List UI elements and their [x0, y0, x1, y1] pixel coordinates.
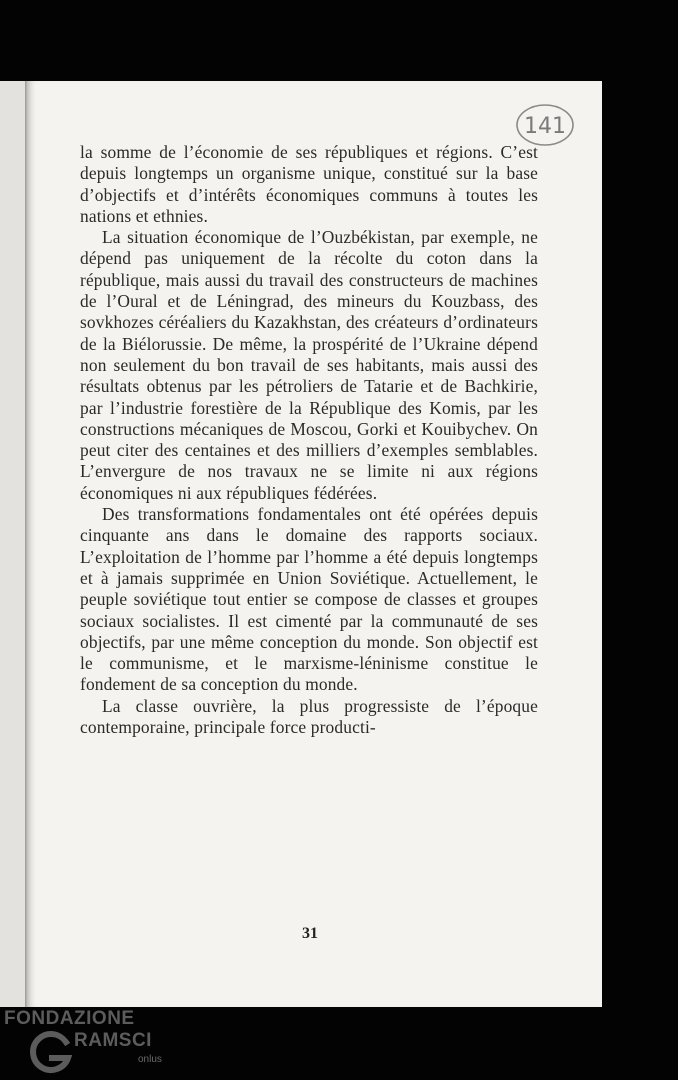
- handwritten-page-number: [514, 100, 576, 148]
- handwritten-mark-text: 141: [524, 114, 566, 139]
- body-text: [80, 142, 538, 738]
- paragraph: La classe ouvrière, la plus progressiste de l’époque contemporaine, principale force producti-: [80, 695, 538, 738]
- watermark-line2: RAMSCI: [74, 1030, 152, 1051]
- watermark-line3: onlus: [138, 1054, 162, 1065]
- watermark: [4, 1008, 174, 1078]
- g-logo-icon: [26, 1028, 76, 1078]
- paragraph: la somme de l’économie de ses républiques et régions. C’est depuis longtemps un organisme unique, constitué sur la base d’objectifs et d’intérêts économiques communs à toutes les nations et ethnies.: [80, 142, 538, 226]
- paragraph: La situation économique de l’Ouzbékistan, par exemple, ne dépend pas uniquement de la récolte du coton dans la république, mais aussi du travail des constructeurs de machines de l’Oural et de Léningrad, des mineurs du Kouzbass, des sovkhozes céréaliers du Kazakhstan, des créateurs d’ordinateurs de la Biélorussie. De même, la prospérité de l’Ukraine dépend non seulement du bon travail de ses habitants, mais aussi des résultats obtenus par les pétroliers de Tatarie et de Bachkirie, par l’industrie forestière de la République des Komis, par les constructions mécaniques de Moscou, Gorki et Kouibychev. On peut citer des centaines et des milliers d’exemples semblables. L’envergure de nos travaux ne se limite ni aux régions économiques ni aux républiques fédérées.: [80, 227, 538, 503]
- page-number: 31: [302, 925, 318, 942]
- watermark-line1: FONDAZIONE: [4, 1008, 135, 1029]
- left-page-edge: [0, 81, 28, 1007]
- paragraph: Des transformations fondamentales ont été opérées depuis cinquante ans dans le domaine des rapports sociaux. L’exploitation de l’homme par l’homme a été depuis longtemps et à jamais supprimée en Union Soviétique. Actuellement, le peuple soviétique tout entier se compose de classes et groupes sociaux socialistes. Il est cimenté par la communauté de ses objectifs, par une même conception du monde. Son objectif est le communisme, et le marxisme-léninisme constitue le fondement de sa conception du monde.: [80, 504, 538, 695]
